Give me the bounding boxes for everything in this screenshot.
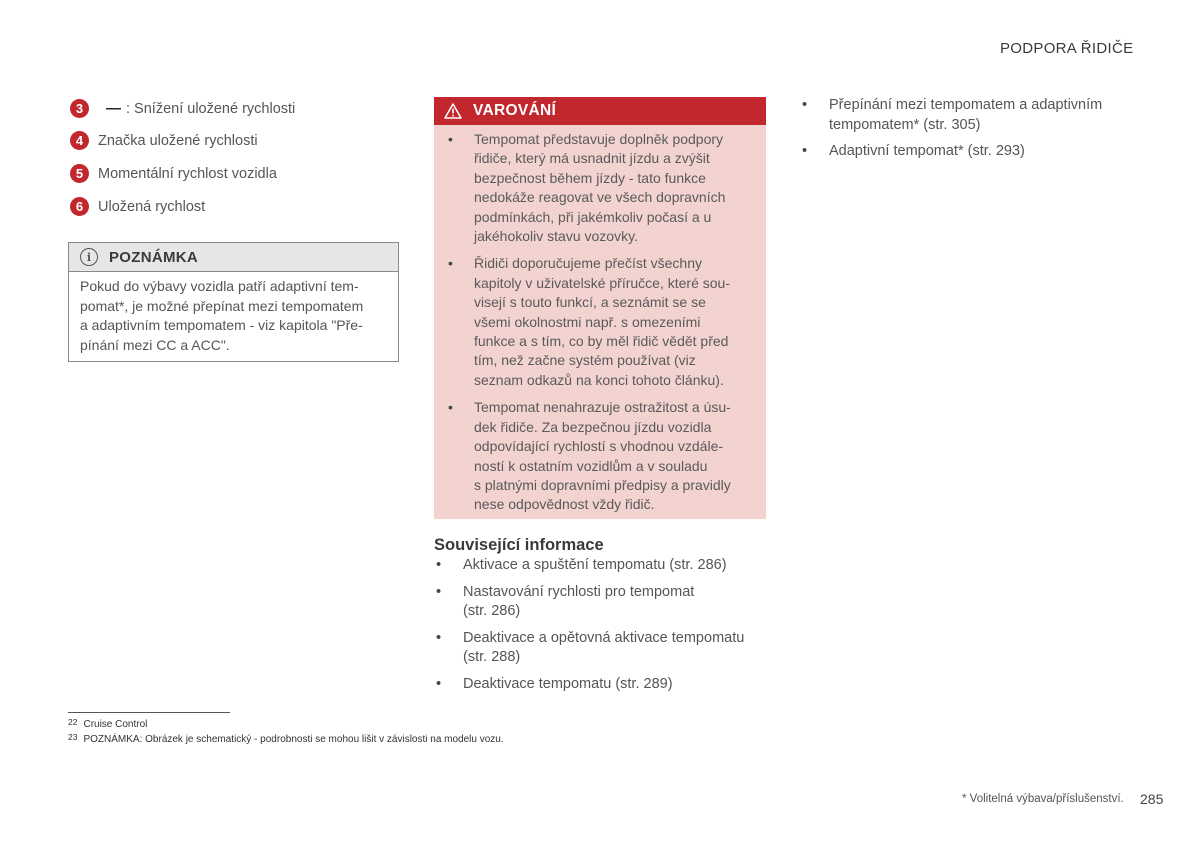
related-link-text[interactable]: • Adaptivní tempomat* (str. 293): [829, 143, 1025, 159]
warning-line: podmínkách, při jakémkoliv počasí a u: [474, 208, 712, 225]
warning-line: dek řidiče. Za bezpečnou jízdu vozidla: [474, 418, 712, 435]
warning-line: • Tempomat nenahrazuje ostražitost a úsu-: [474, 399, 731, 416]
warning-line: nese odpovědnost vždy řidič.: [474, 496, 655, 513]
warning-line: s platnými dopravními předpisy a pravidly: [474, 476, 731, 493]
warning-line: ností k ostatním vozidlům a v souladu: [474, 457, 708, 474]
warning-item: [447, 398, 752, 514]
related-link-text[interactable]: tempomatem* (str. 305): [829, 116, 981, 133]
note-title: POZNÁMKA: [109, 248, 199, 266]
warning-line: bezpečnost během jízdy - tato funkce: [474, 169, 706, 186]
related-link[interactable]: [434, 583, 764, 622]
note-line: Pokud do výbavy vozidla patří adaptivní tem-: [80, 278, 359, 294]
warning-line: seznam odkazů na konci tohoto článku).: [474, 371, 724, 388]
footnote-22: [68, 717, 147, 730]
warning-line: • Řidiči doporučujeme přečíst všechny: [474, 255, 702, 272]
warning-list: [434, 125, 766, 515]
legend-item-text: : Snížení uložené rychlosti: [126, 100, 296, 117]
legend-number-badge: 5: [70, 164, 89, 183]
warning-line: • Tempomat představuje doplněk podpory: [474, 131, 724, 147]
warning-line: odpovídající rychlostí s vhodnou vzdále-: [474, 438, 724, 455]
right-column-list: [800, 96, 1120, 169]
warning-line: jakéhokoliv stavu vozovky.: [474, 228, 638, 245]
note-line: pínání mezi CC a ACC".: [80, 336, 230, 353]
legend-number-badge: 3: [70, 99, 89, 118]
legend-number-badge: 4: [70, 131, 89, 150]
legend-item-3: [70, 99, 295, 118]
warning-item: [447, 254, 752, 390]
related-link-text[interactable]: (str. 288): [463, 649, 521, 665]
related-link[interactable]: [434, 675, 764, 695]
legend-item-6: [70, 197, 205, 216]
footnote-divider: [68, 712, 230, 713]
legend-item-text: Momentální rychlost vozidla: [98, 165, 277, 182]
related-link[interactable]: [434, 556, 764, 576]
footnote-text: POZNÁMKA: Obrázek je schematický - podrobnosti se mohou lišit v závislosti na modelu vozu.: [83, 734, 504, 745]
footnote-text: Cruise Control: [83, 719, 148, 730]
warning-line: řidiče, který má usnadnit jízdu a zvýšit: [474, 150, 710, 167]
legend-item-text: Značka uložené rychlosti: [98, 132, 258, 149]
legend-number-badge: 6: [70, 197, 89, 216]
legend-item-5: [70, 164, 277, 183]
note-line: a adaptivním tempomatem - viz kapitola "Pře-: [80, 317, 363, 333]
section-header: PODPORA ŘIDIČE: [1000, 40, 1134, 57]
warning-line: nedokáže reagovat ve všech dopravních: [474, 189, 726, 206]
footnote-number: 23: [68, 732, 78, 742]
related-link-text[interactable]: • Přepínání mezi tempomatem a adaptivním: [829, 97, 1103, 113]
related-link-text[interactable]: • Deaktivace tempomatu (str. 289): [463, 675, 673, 692]
warning-line: visejí s touto funkcí, a seznámit se se: [474, 294, 706, 311]
note-box: [68, 242, 399, 362]
minus-icon: —: [106, 100, 121, 117]
info-icon: i: [80, 248, 98, 266]
optional-equipment-note: * Volitelná výbava/příslušenství.: [962, 793, 1124, 805]
legend-item-text: Uložená rychlost: [98, 198, 206, 215]
legend-item-4: [70, 131, 258, 150]
related-link[interactable]: [800, 142, 1120, 162]
footnote-number: 22: [68, 717, 78, 727]
related-link-text[interactable]: • Nastavování rychlosti pro tempomat: [463, 583, 695, 600]
related-link-text[interactable]: • Aktivace a spuštění tempomatu (str. 286): [463, 557, 727, 573]
related-link-text[interactable]: • Deaktivace a opětovná aktivace tempomatu: [463, 629, 745, 646]
warning-line: funkce a s tím, co by měl řidič vědět před: [474, 333, 729, 350]
warning-triangle-icon: [444, 103, 462, 119]
related-info-title: Související informace: [434, 536, 604, 554]
related-link[interactable]: [800, 96, 1120, 135]
note-body: [69, 272, 398, 355]
warning-line: všemi okolnostmi např. s omezeními: [474, 313, 701, 330]
related-link-text[interactable]: (str. 286): [463, 603, 521, 619]
warning-title: VAROVÁNÍ: [473, 102, 557, 119]
warning-item: [447, 130, 752, 246]
footnote-23: [68, 732, 504, 745]
warning-header: [434, 97, 766, 125]
note-header: [69, 243, 398, 272]
related-info-list: [434, 556, 764, 701]
warning-box: [434, 97, 766, 519]
page-number: 285: [1140, 791, 1164, 807]
note-line: pomat*, je možné přepínat mezi tempomatem: [80, 297, 364, 314]
related-link[interactable]: [434, 629, 764, 668]
warning-line: tím, než začne systém používat (viz: [474, 352, 696, 369]
warning-line: kapitoly v uživatelské příručce, které sou-: [474, 274, 730, 291]
